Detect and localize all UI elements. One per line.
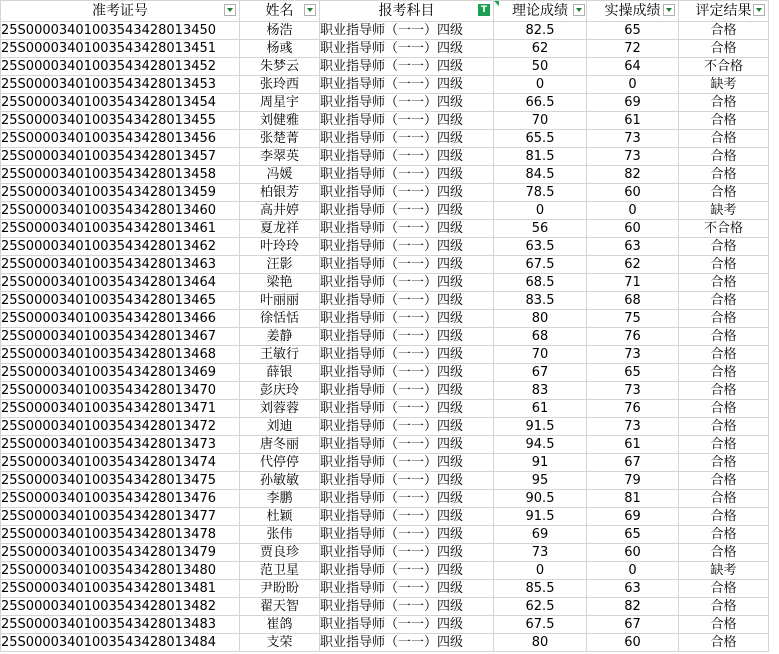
cell-name[interactable]: 徐恬恬 [240,310,320,328]
cell-practice[interactable]: 73 [587,130,679,148]
cell-id[interactable]: 25S00003401003543428013481 [1,580,240,598]
cell-subject[interactable]: 职业指导师（一一）四级 [320,76,494,94]
cell-result[interactable]: 缺考 [679,202,769,220]
cell-id[interactable]: 25S00003401003543428013475 [1,472,240,490]
table-row [1,112,769,130]
table-row [1,40,769,58]
cell-theory[interactable]: 62 [494,40,587,58]
filter-dropdown-icon[interactable] [753,4,765,16]
header-id-label: 准考证号 [92,3,148,19]
cell-result[interactable]: 合格 [679,508,769,526]
cell-theory[interactable]: 50 [494,58,587,76]
cell-subject[interactable]: 职业指导师（一一）四级 [320,346,494,364]
table-row [1,400,769,418]
cell-name[interactable]: 王敏行 [240,346,320,364]
cell-practice[interactable]: 72 [587,40,679,58]
cell-name[interactable]: 薛银 [240,364,320,382]
table-row [1,634,769,652]
cell-name[interactable]: 叶玲玲 [240,238,320,256]
cell-result[interactable]: 合格 [679,274,769,292]
cell-name[interactable]: 梁艳 [240,274,320,292]
cell-name[interactable]: 柏银芳 [240,184,320,202]
cell-name[interactable]: 代停停 [240,454,320,472]
cell-subject[interactable]: 职业指导师（一一）四级 [320,274,494,292]
cell-name[interactable]: 夏龙祥 [240,220,320,238]
cell-name[interactable]: 冯媛 [240,166,320,184]
cell-result[interactable]: 合格 [679,580,769,598]
cell-subject[interactable]: 职业指导师（一一）四级 [320,310,494,328]
cell-id[interactable]: 25S00003401003543428013468 [1,346,240,364]
cell-id[interactable]: 25S00003401003543428013459 [1,184,240,202]
cell-result[interactable]: 合格 [679,400,769,418]
cell-id[interactable]: 25S00003401003543428013470 [1,382,240,400]
table-row [1,328,769,346]
cell-subject[interactable]: 职业指导师（一一）四级 [320,580,494,598]
cell-theory[interactable]: 95 [494,472,587,490]
cell-id[interactable]: 25S00003401003543428013482 [1,598,240,616]
cell-practice[interactable]: 65 [587,22,679,40]
cell-theory[interactable]: 70 [494,346,587,364]
cell-practice[interactable]: 79 [587,472,679,490]
cell-practice[interactable]: 82 [587,166,679,184]
cell-theory[interactable]: 91.5 [494,508,587,526]
cell-subject[interactable]: 职业指导师（一一）四级 [320,256,494,274]
cell-practice[interactable]: 0 [587,76,679,94]
cell-theory[interactable]: 68 [494,328,587,346]
cell-id[interactable]: 25S00003401003543428013456 [1,130,240,148]
cell-subject[interactable]: 职业指导师（一一）四级 [320,382,494,400]
cell-id[interactable]: 25S00003401003543428013480 [1,562,240,580]
header-name[interactable] [240,1,320,22]
cell-name[interactable]: 崔鸽 [240,616,320,634]
table-row [1,526,769,544]
cell-theory[interactable]: 83 [494,382,587,400]
cell-theory[interactable]: 0 [494,202,587,220]
cell-theory[interactable]: 63.5 [494,238,587,256]
cell-id[interactable]: 25S00003401003543428013463 [1,256,240,274]
cell-result[interactable]: 合格 [679,94,769,112]
cell-result[interactable]: 合格 [679,490,769,508]
header-practice[interactable] [587,1,679,22]
cell-theory[interactable]: 0 [494,76,587,94]
cell-subject[interactable]: 职业指导师（一一）四级 [320,562,494,580]
cell-result[interactable]: 合格 [679,166,769,184]
cell-id[interactable]: 25S00003401003543428013465 [1,292,240,310]
cell-result[interactable]: 合格 [679,364,769,382]
cell-name[interactable]: 范卫星 [240,562,320,580]
cell-id[interactable]: 25S00003401003543428013469 [1,364,240,382]
cell-practice[interactable]: 60 [587,184,679,202]
cell-subject[interactable]: 职业指导师（一一）四级 [320,328,494,346]
cell-practice[interactable]: 76 [587,400,679,418]
cell-subject[interactable]: 职业指导师（一一）四级 [320,454,494,472]
table-row [1,418,769,436]
comment-marker-icon [494,1,499,6]
filter-dropdown-icon[interactable] [663,4,675,16]
cell-practice[interactable]: 65 [587,526,679,544]
filter-dropdown-icon[interactable] [304,4,316,16]
cell-id[interactable]: 25S00003401003543428013478 [1,526,240,544]
cell-result[interactable]: 合格 [679,454,769,472]
cell-theory[interactable]: 0 [494,562,587,580]
cell-name[interactable]: 李翠英 [240,148,320,166]
cell-subject[interactable]: 职业指导师（一一）四级 [320,472,494,490]
table-row [1,292,769,310]
table-row [1,472,769,490]
filter-active-icon[interactable]: T [478,4,490,16]
cell-name[interactable]: 刘蓉蓉 [240,400,320,418]
cell-theory[interactable]: 91.5 [494,418,587,436]
cell-theory[interactable]: 68.5 [494,274,587,292]
cell-result[interactable]: 合格 [679,634,769,652]
cell-subject[interactable]: 职业指导师（一一）四级 [320,400,494,418]
cell-practice[interactable]: 82 [587,598,679,616]
cell-result[interactable]: 合格 [679,238,769,256]
cell-name[interactable]: 姜静 [240,328,320,346]
filter-dropdown-icon[interactable] [573,4,585,16]
cell-id[interactable]: 25S00003401003543428013477 [1,508,240,526]
cell-name[interactable]: 刘迪 [240,418,320,436]
cell-id[interactable]: 25S00003401003543428013476 [1,490,240,508]
cell-result[interactable]: 合格 [679,130,769,148]
cell-name[interactable]: 孙敏敏 [240,472,320,490]
cell-theory[interactable]: 67.5 [494,256,587,274]
cell-result[interactable]: 合格 [679,184,769,202]
cell-name[interactable]: 支荣 [240,634,320,652]
cell-practice[interactable]: 73 [587,418,679,436]
cell-id[interactable]: 25S00003401003543428013466 [1,310,240,328]
cell-name[interactable]: 张楚菁 [240,130,320,148]
cell-name[interactable]: 杨彧 [240,40,320,58]
cell-result[interactable]: 合格 [679,382,769,400]
cell-theory[interactable]: 69 [494,526,587,544]
table-row [1,454,769,472]
table-row [1,490,769,508]
table-row [1,58,769,76]
cell-subject[interactable]: 职业指导师（一一）四级 [320,220,494,238]
header-name-label: 姓名 [265,3,294,19]
cell-theory[interactable]: 85.5 [494,580,587,598]
cell-practice[interactable]: 75 [587,310,679,328]
cell-id[interactable]: 25S00003401003543428013450 [1,22,240,40]
cell-subject[interactable]: 职业指导师（一一）四级 [320,58,494,76]
cell-subject[interactable]: 职业指导师（一一）四级 [320,490,494,508]
cell-subject[interactable]: 职业指导师（一一）四级 [320,292,494,310]
header-row [1,1,769,22]
table-row [1,22,769,40]
cell-result[interactable]: 合格 [679,22,769,40]
cell-result[interactable]: 合格 [679,418,769,436]
cell-practice[interactable]: 67 [587,454,679,472]
cell-name[interactable]: 刘健雅 [240,112,320,130]
table-row [1,184,769,202]
table-row [1,544,769,562]
cell-theory[interactable]: 61 [494,400,587,418]
table-row [1,580,769,598]
cell-name[interactable]: 杜颖 [240,508,320,526]
cell-theory[interactable]: 78.5 [494,184,587,202]
table-row [1,616,769,634]
table-row [1,562,769,580]
cell-theory[interactable]: 67 [494,364,587,382]
cell-name[interactable]: 尹盼盼 [240,580,320,598]
cell-result[interactable]: 合格 [679,148,769,166]
cell-result[interactable]: 合格 [679,328,769,346]
table-row [1,346,769,364]
cell-subject[interactable]: 职业指导师（一一）四级 [320,202,494,220]
cell-practice[interactable]: 62 [587,256,679,274]
header-practice-label: 实操成绩 [604,3,661,19]
header-subject[interactable] [320,1,494,22]
table-body [1,22,769,652]
cell-practice[interactable]: 0 [587,202,679,220]
cell-result[interactable]: 不合格 [679,58,769,76]
cell-subject[interactable]: 职业指导师（一一）四级 [320,184,494,202]
cell-practice[interactable]: 73 [587,148,679,166]
cell-subject[interactable]: 职业指导师（一一）四级 [320,130,494,148]
table-row [1,274,769,292]
cell-practice[interactable]: 61 [587,436,679,454]
cell-result[interactable]: 不合格 [679,220,769,238]
cell-id[interactable]: 25S00003401003543428013451 [1,40,240,58]
cell-practice[interactable]: 60 [587,634,679,652]
table-row [1,256,769,274]
cell-id[interactable]: 25S00003401003543428013474 [1,454,240,472]
cell-result[interactable]: 合格 [679,292,769,310]
table-row [1,310,769,328]
cell-theory[interactable]: 62.5 [494,598,587,616]
cell-name[interactable]: 高井婷 [240,202,320,220]
cell-id[interactable]: 25S00003401003543428013455 [1,112,240,130]
cell-name[interactable]: 李鹏 [240,490,320,508]
cell-name[interactable]: 翟天智 [240,598,320,616]
cell-id[interactable]: 25S00003401003543428013461 [1,220,240,238]
cell-practice[interactable]: 73 [587,382,679,400]
cell-practice[interactable]: 63 [587,238,679,256]
cell-result[interactable]: 合格 [679,598,769,616]
cell-practice[interactable]: 60 [587,220,679,238]
cell-practice[interactable]: 69 [587,94,679,112]
cell-subject[interactable]: 职业指导师（一一）四级 [320,166,494,184]
cell-theory[interactable]: 65.5 [494,130,587,148]
cell-subject[interactable]: 职业指导师（一一）四级 [320,364,494,382]
cell-practice[interactable]: 81 [587,490,679,508]
cell-result[interactable]: 合格 [679,112,769,130]
cell-id[interactable]: 25S00003401003543428013453 [1,76,240,94]
header-theory[interactable] [494,1,587,22]
cell-id[interactable]: 25S00003401003543428013472 [1,418,240,436]
cell-theory[interactable]: 66.5 [494,94,587,112]
cell-subject[interactable]: 职业指导师（一一）四级 [320,238,494,256]
filter-dropdown-icon[interactable] [224,4,236,16]
cell-name[interactable]: 唐冬丽 [240,436,320,454]
cell-name[interactable]: 朱梦云 [240,58,320,76]
cell-id[interactable]: 25S00003401003543428013471 [1,400,240,418]
cell-result[interactable]: 缺考 [679,562,769,580]
cell-theory[interactable]: 94.5 [494,436,587,454]
cell-theory[interactable]: 83.5 [494,292,587,310]
cell-id[interactable]: 25S00003401003543428013473 [1,436,240,454]
table-row [1,202,769,220]
cell-theory[interactable]: 90.5 [494,490,587,508]
cell-name[interactable]: 周星宇 [240,94,320,112]
cell-id[interactable]: 25S00003401003543428013462 [1,238,240,256]
table-row [1,598,769,616]
table-row [1,220,769,238]
table-row [1,382,769,400]
cell-name[interactable]: 彭庆玲 [240,382,320,400]
cell-theory[interactable]: 82.5 [494,22,587,40]
cell-practice[interactable]: 61 [587,112,679,130]
table-row [1,148,769,166]
cell-result[interactable]: 合格 [679,310,769,328]
cell-practice[interactable]: 64 [587,58,679,76]
table-row [1,130,769,148]
cell-id[interactable]: 25S00003401003543428013452 [1,58,240,76]
cell-result[interactable]: 合格 [679,436,769,454]
cell-subject[interactable]: 职业指导师（一一）四级 [320,526,494,544]
cell-practice[interactable]: 73 [587,346,679,364]
header-result[interactable] [679,1,769,22]
cell-result[interactable]: 合格 [679,256,769,274]
cell-id[interactable]: 25S00003401003543428013483 [1,616,240,634]
cell-subject[interactable]: 职业指导师（一一）四级 [320,508,494,526]
cell-theory[interactable]: 56 [494,220,587,238]
cell-theory[interactable]: 67.5 [494,616,587,634]
cell-practice[interactable]: 68 [587,292,679,310]
header-subject-label: 报考科目 [378,3,435,19]
cell-id[interactable]: 25S00003401003543428013484 [1,634,240,652]
cell-name[interactable]: 叶丽丽 [240,292,320,310]
cell-theory[interactable]: 91 [494,454,587,472]
cell-result[interactable]: 合格 [679,544,769,562]
cell-name[interactable]: 杨浩 [240,22,320,40]
cell-subject[interactable]: 职业指导师（一一）四级 [320,634,494,652]
cell-subject[interactable]: 职业指导师（一一）四级 [320,112,494,130]
cell-result[interactable]: 合格 [679,346,769,364]
cell-subject[interactable]: 职业指导师（一一）四级 [320,22,494,40]
cell-practice[interactable]: 71 [587,274,679,292]
cell-subject[interactable]: 职业指导师（一一）四级 [320,40,494,58]
cell-id[interactable]: 25S00003401003543428013458 [1,166,240,184]
cell-practice[interactable]: 76 [587,328,679,346]
header-id[interactable] [1,1,240,22]
cell-id[interactable]: 25S00003401003543428013467 [1,328,240,346]
cell-theory[interactable]: 80 [494,310,587,328]
table-row [1,166,769,184]
cell-practice[interactable]: 69 [587,508,679,526]
header-result-label: 评定结果 [695,3,752,19]
cell-subject[interactable]: 职业指导师（一一）四级 [320,94,494,112]
cell-theory[interactable]: 84.5 [494,166,587,184]
cell-practice[interactable]: 63 [587,580,679,598]
cell-theory[interactable]: 73 [494,544,587,562]
cell-name[interactable]: 张伟 [240,526,320,544]
cell-subject[interactable]: 职业指导师（一一）四级 [320,436,494,454]
cell-result[interactable]: 合格 [679,526,769,544]
cell-subject[interactable]: 职业指导师（一一）四级 [320,598,494,616]
table-row [1,508,769,526]
cell-theory[interactable]: 81.5 [494,148,587,166]
cell-name[interactable]: 汪影 [240,256,320,274]
cell-subject[interactable]: 职业指导师（一一）四级 [320,616,494,634]
cell-result[interactable]: 合格 [679,40,769,58]
cell-result[interactable]: 缺考 [679,76,769,94]
table-row [1,436,769,454]
cell-id[interactable]: 25S00003401003543428013479 [1,544,240,562]
cell-practice[interactable]: 67 [587,616,679,634]
cell-theory[interactable]: 80 [494,634,587,652]
cell-theory[interactable]: 70 [494,112,587,130]
cell-result[interactable]: 合格 [679,616,769,634]
cell-practice[interactable]: 60 [587,544,679,562]
cell-practice[interactable]: 65 [587,364,679,382]
cell-subject[interactable]: 职业指导师（一一）四级 [320,418,494,436]
cell-subject[interactable]: 职业指导师（一一）四级 [320,148,494,166]
cell-result[interactable]: 合格 [679,472,769,490]
cell-id[interactable]: 25S00003401003543428013464 [1,274,240,292]
cell-subject[interactable]: 职业指导师（一一）四级 [320,544,494,562]
cell-id[interactable]: 25S00003401003543428013457 [1,148,240,166]
table-row [1,76,769,94]
cell-id[interactable]: 25S00003401003543428013460 [1,202,240,220]
cell-name[interactable]: 贾良珍 [240,544,320,562]
table-row [1,364,769,382]
cell-practice[interactable]: 0 [587,562,679,580]
cell-name[interactable]: 张玲西 [240,76,320,94]
cell-id[interactable]: 25S00003401003543428013454 [1,94,240,112]
header-theory-label: 理论成绩 [512,3,568,19]
table-row [1,238,769,256]
table-row [1,94,769,112]
